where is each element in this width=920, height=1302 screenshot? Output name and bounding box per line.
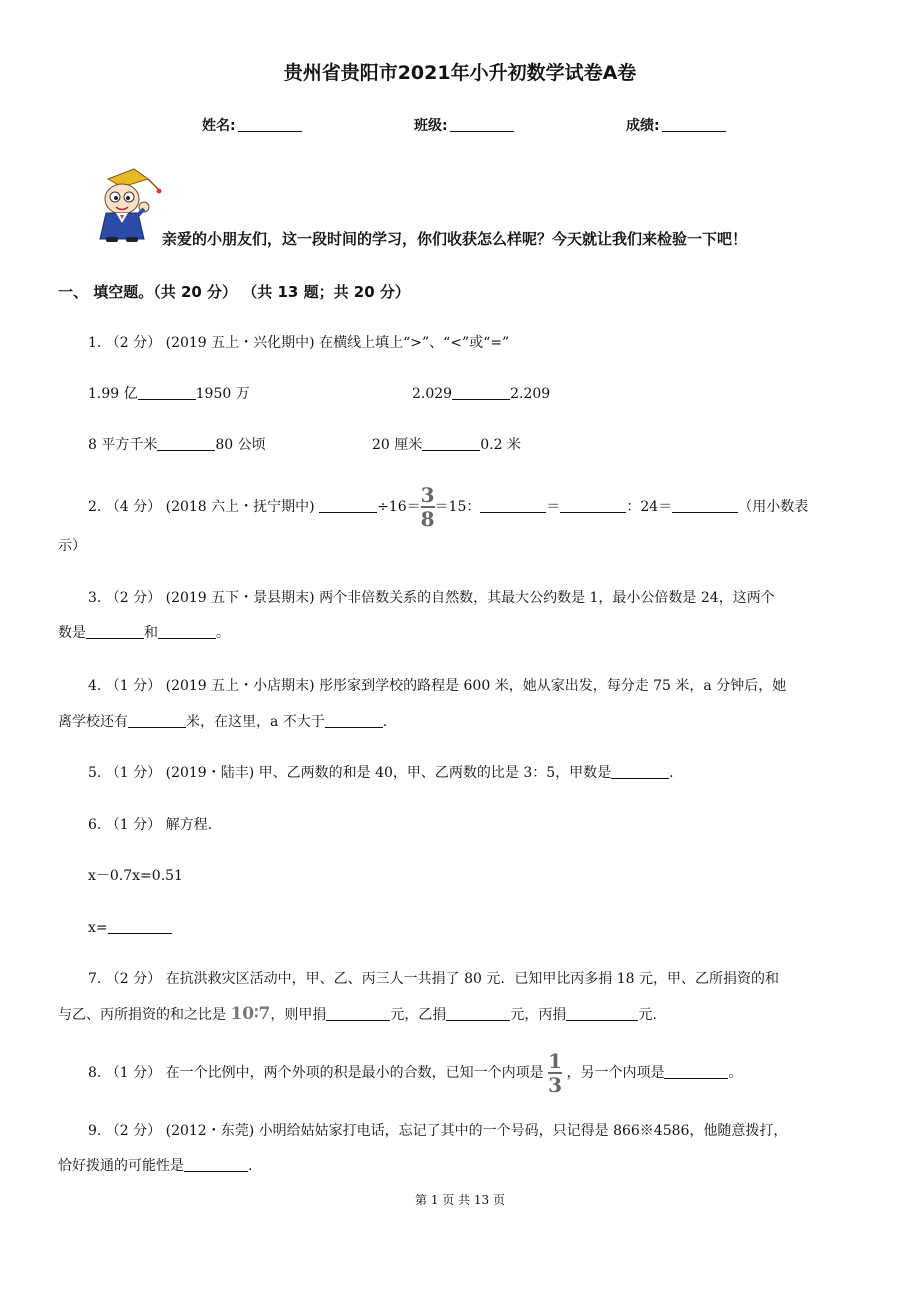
q1-item-a (88, 384, 250, 404)
fraction-numerator: 1 (548, 1049, 562, 1073)
answer-blank[interactable] (611, 763, 669, 779)
q9-line2 (58, 1156, 252, 1176)
q4-line2 (58, 712, 387, 732)
q8-text: 。 (728, 1065, 743, 1081)
q7-stem: 7. （2 分） 在抗洪救灾区活动中，甲、乙、丙三人一共捐了 80 元．已知甲比丙多捐 18 元，甲、乙所捐资的和 (88, 971, 780, 987)
fraction-denominator: 8 (420, 507, 435, 531)
answer-blank[interactable] (128, 712, 186, 728)
q5-text: 5. （1 分） (2019・陆丰) 甲、乙两数的和是 40，甲、乙两数的比是 3：5，甲数是 (88, 765, 612, 781)
q7-line2 (58, 1004, 657, 1025)
q1-item-d (372, 435, 521, 455)
q1-a-right: 1950 万 (195, 386, 250, 402)
q2-text: ＝ (546, 499, 561, 515)
q1-item-c (88, 435, 266, 455)
q7-text: 元，乙捐 (390, 1007, 447, 1023)
q2-line2: 示） (58, 538, 86, 554)
name-label: 姓名: (202, 118, 236, 134)
q9-text: 恰好拨通的可能性是 (58, 1158, 184, 1174)
q2-text: ＝15： (434, 499, 481, 515)
q4-stem: 4. （1 分） (2019 五上・小店期末) 彤彤家到学校的路程是 600 米，她从家出发，每分走 75 米，a 分钟后，她 (88, 678, 787, 694)
answer-blank[interactable] (86, 623, 144, 639)
q2-text: ÷16＝ (377, 499, 421, 515)
answer-blank[interactable] (138, 384, 196, 400)
q8-text: 8. （1 分） 在一个比例中，两个外项的积是最小的合数，已知一个内项是 (88, 1065, 544, 1081)
name-blank (238, 117, 302, 132)
q1-stem: 1. （2 分） (2019 五上・兴化期中) 在横线上填上“>”、“<”或“=” (88, 335, 510, 351)
page-footer: 第 1 页 共 13 页 (415, 1193, 505, 1207)
class-label: 班级: (414, 118, 448, 134)
q4-text: . (382, 714, 388, 730)
q6-answer-label: x= (88, 920, 108, 936)
greeting-text: 亲爱的小朋友们，这一段时间的学习，你们收获怎么样呢？今天就让我们来检验一下吧！ (162, 230, 748, 248)
answer-blank[interactable] (157, 435, 215, 451)
page-title: 贵州省贵阳市2021年小升初数学试卷A卷 (283, 62, 637, 84)
ratio-ten-to-seven: 10∶7 (230, 1004, 271, 1024)
answer-blank[interactable] (672, 497, 738, 513)
answer-blank[interactable] (108, 918, 172, 934)
q1-b-right: 2.209 (510, 386, 551, 402)
q9-text: . (248, 1158, 253, 1174)
fraction-numerator: 3 (420, 483, 435, 507)
q7-text: 元，丙捐 (510, 1007, 567, 1023)
answer-blank[interactable] (325, 712, 383, 728)
answer-blank[interactable] (566, 1005, 638, 1021)
q2-text: 2. （4 分） (2018 六上・抚宁期中) (88, 499, 315, 515)
score-blank (662, 117, 726, 132)
q7-text: 与乙、丙所捐资的和之比是 (58, 1007, 226, 1023)
q3-line2 (58, 623, 230, 643)
q2-stem (88, 482, 808, 532)
q8-stem (88, 1048, 742, 1098)
q4-text: 离学校还有 (58, 714, 128, 730)
q3-stem: 3. （2 分） (2019 五下・景县期末) 两个非倍数关系的自然数，其最大公约数是 1，最小公倍数是 24，这两个 (88, 590, 775, 606)
answer-blank[interactable] (326, 1005, 390, 1021)
q6-equation: x－0.7x=0.51 (88, 868, 183, 884)
answer-blank[interactable] (560, 497, 626, 513)
doctor-mascot-icon (88, 165, 168, 245)
answer-blank[interactable] (664, 1063, 728, 1079)
class-field (414, 115, 514, 135)
q6-answer (88, 918, 172, 938)
fraction-three-eighths (421, 485, 435, 529)
answer-blank[interactable] (446, 1005, 510, 1021)
q4-text: 米，在这里，a 不大于 (186, 714, 325, 730)
q7-text: ，则甲捐 (270, 1007, 327, 1023)
q8-text: ，另一个内项是 (566, 1065, 665, 1081)
name-field (202, 115, 302, 135)
class-blank (450, 117, 514, 132)
q3-text: 。 (216, 625, 230, 641)
q2-text: ：24＝ (626, 499, 673, 515)
score-label: 成绩: (626, 118, 660, 134)
q1-c-right: 80 公顷 (215, 437, 266, 453)
fraction-denominator: 3 (548, 1073, 562, 1097)
answer-blank[interactable] (184, 1156, 248, 1172)
answer-blank[interactable] (480, 497, 546, 513)
q1-d-left: 20 厘米 (372, 437, 423, 453)
score-field (626, 115, 726, 135)
q1-c-left: 8 平方千米 (88, 437, 158, 453)
answer-blank[interactable] (452, 384, 510, 400)
q3-text: 数是 (58, 625, 86, 641)
q1-b-left: 2.029 (412, 386, 453, 402)
q6-stem: 6. （1 分） 解方程. (88, 817, 213, 833)
q1-a-left: 1.99 亿 (88, 386, 138, 402)
q2-text: （用小数表 (738, 499, 809, 515)
q7-text: 元. (638, 1007, 657, 1023)
q1-item-b (412, 384, 550, 404)
fraction-one-third (548, 1051, 562, 1095)
q3-text: 和 (144, 625, 158, 641)
q9-stem: 9. （2 分） (2012・东莞) 小明给姑姑家打电话，忘记了其中的一个号码，只记得是 866※4586，他随意拨打， (88, 1123, 788, 1139)
answer-blank[interactable] (319, 497, 377, 513)
q1-d-right: 0.2 米 (480, 437, 521, 453)
q5-text: . (669, 765, 674, 781)
section-heading: 一、 填空题。（共 20 分） （共 13 题；共 20 分） (58, 283, 410, 301)
q5-stem (88, 763, 674, 783)
answer-blank[interactable] (158, 623, 216, 639)
answer-blank[interactable] (422, 435, 480, 451)
